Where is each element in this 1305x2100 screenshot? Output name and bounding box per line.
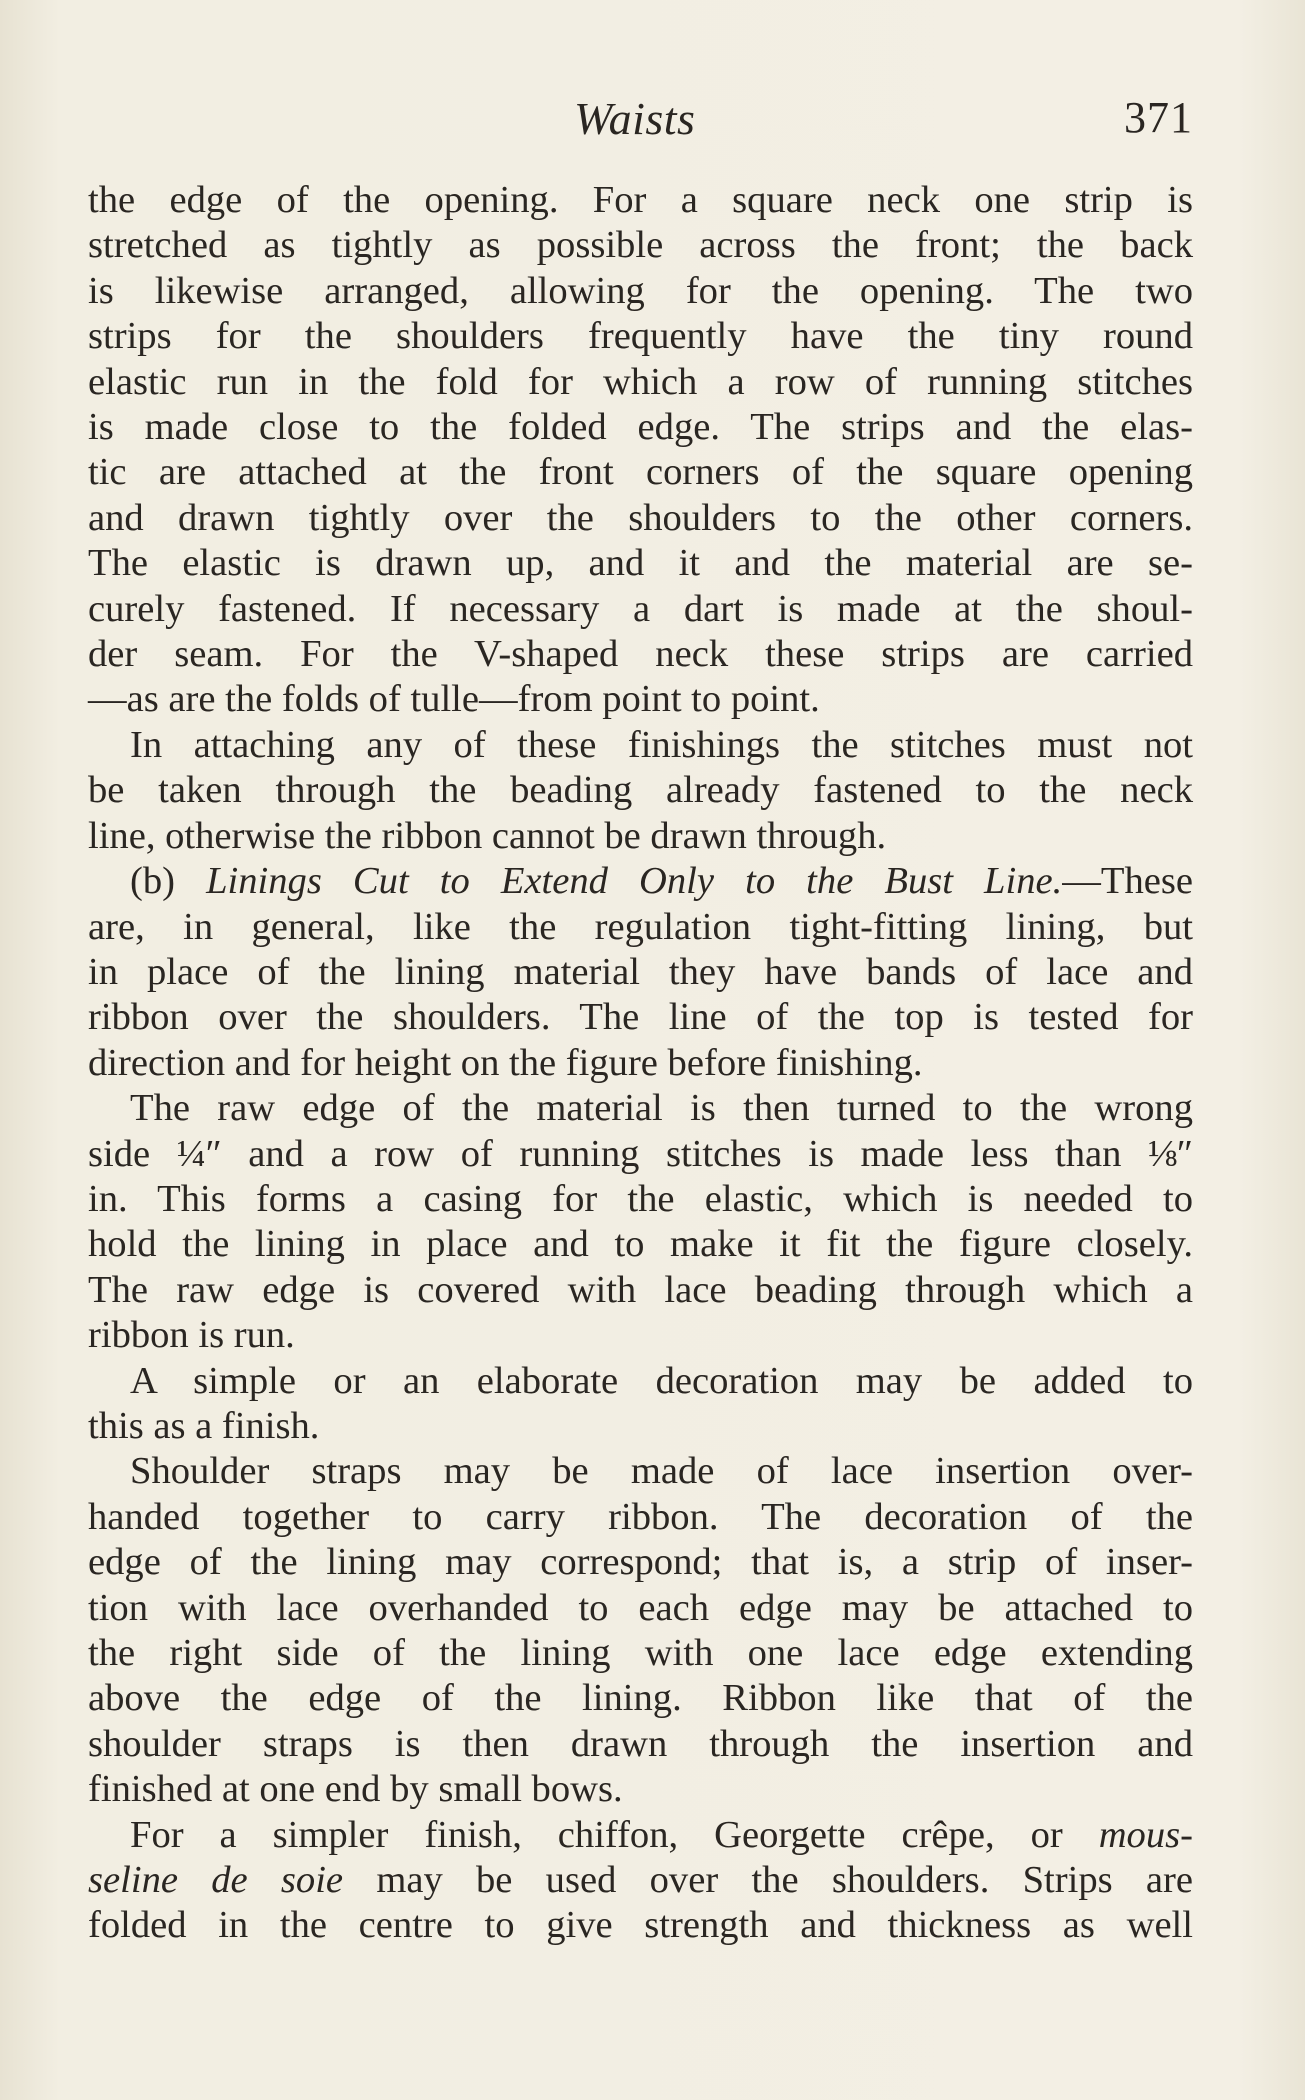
paragraph-5 <box>88 1359 1193 1450</box>
text-line <box>88 1813 1193 1858</box>
text-line: The elastic is drawn up, and it and the material are se- <box>88 542 1193 585</box>
text-line: Shoulder straps may be made of lace insertion over- <box>130 1450 1193 1493</box>
text-line: ribbon over the shoulders. The line of the top is tested for <box>88 996 1193 1039</box>
text-line: finished at one end by small bows. <box>88 1768 623 1811</box>
paragraph-7 <box>88 1813 1193 1949</box>
text-line: —as are the folds of tulle—from point to point. <box>88 678 820 721</box>
text-line: in place of the lining material they have bands of lace and <box>88 950 1193 993</box>
body-text <box>88 178 1193 1949</box>
text-line: In attaching any of these finishings the stitches must not <box>130 723 1193 766</box>
text-fragment: may be used over the shoulders. Strips are <box>343 1859 1193 1902</box>
text-line: A simple or an elaborate decoration may be added to <box>130 1359 1193 1402</box>
italic-term: seline de soie <box>88 1859 344 1902</box>
text-line: this as a finish. <box>88 1404 320 1447</box>
text-line: in. This forms a casing for the elastic, which is needed to <box>88 1177 1193 1220</box>
text-line: edge of the lining may correspond; that is, a strip of inser- <box>88 1541 1193 1584</box>
text-line: direction and for height on the figure before finishing. <box>88 1041 923 1084</box>
paragraph-6 <box>88 1449 1193 1812</box>
text-line: hold the lining in place and to make it fit the figure closely. <box>88 1223 1193 1266</box>
text-line: the right side of the lining with one lace edge extending <box>88 1632 1193 1674</box>
text-line: strips for the shoulders frequently have the tiny round <box>88 315 1193 358</box>
running-title: Waists <box>574 93 696 144</box>
text-line: the edge of the opening. For a square neck one strip is <box>88 179 1193 221</box>
paragraph-3 <box>88 859 1193 1086</box>
text-line: tic are attached at the front corners of the square opening <box>88 451 1193 494</box>
paragraph-4 <box>88 1086 1193 1358</box>
paragraph-2 <box>88 723 1193 859</box>
text-line: handed together to carry ribbon. The decoration of the <box>88 1495 1193 1538</box>
text-line: line, otherwise the ribbon cannot be drawn through. <box>88 814 887 857</box>
paragraph-1 <box>88 178 1193 723</box>
text-fragment: —These <box>1062 860 1193 903</box>
text-line: curely fastened. If necessary a dart is made at the shoul- <box>88 587 1193 630</box>
text-line <box>88 1858 1193 1903</box>
text-line: above the edge of the lining. Ribbon like that of the <box>88 1677 1193 1720</box>
text-line: shoulder straps is then drawn through the insertion and <box>88 1722 1193 1765</box>
text-line: der seam. For the V-shaped neck these strips are carried <box>88 633 1193 676</box>
text-line: The raw edge of the material is then turned to the wrong <box>130 1087 1193 1130</box>
section-heading: Linings Cut to Extend Only to the Bust Line. <box>206 860 1063 903</box>
text-line <box>88 859 1193 904</box>
text-line: are, in general, like the regulation tight-fitting lining, but <box>88 905 1193 948</box>
text-line: be taken through the beading already fastened to the neck <box>88 769 1193 812</box>
italic-term: mous- <box>1098 1813 1193 1856</box>
text-line: side ¼″ and a row of running stitches is made less than ⅛″ <box>88 1132 1193 1175</box>
page-number: 371 <box>1124 93 1193 142</box>
text-line: The raw edge is covered with lace beading through which a <box>88 1268 1193 1311</box>
running-head <box>0 92 1305 152</box>
text-line: and drawn tightly over the shoulders to the other corners. <box>88 496 1193 539</box>
text-line: ribbon is run. <box>88 1314 295 1357</box>
text-fragment: For a simpler finish, chiffon, Georgette crêpe, or <box>130 1813 1099 1856</box>
text-line: stretched as tightly as possible across the front; the back <box>88 224 1193 267</box>
text-line: elastic run in the fold for which a row of running stitches <box>88 360 1193 403</box>
text-line: is likewise arranged, allowing for the opening. The two <box>88 269 1193 312</box>
text-line: is made close to the folded edge. The strips and the elas- <box>88 406 1193 449</box>
text-line: folded in the centre to give strength and thickness as well <box>88 1904 1193 1947</box>
text-line: tion with lace overhanded to each edge may be attached to <box>88 1586 1193 1629</box>
enumeration-label: (b) <box>130 860 207 903</box>
